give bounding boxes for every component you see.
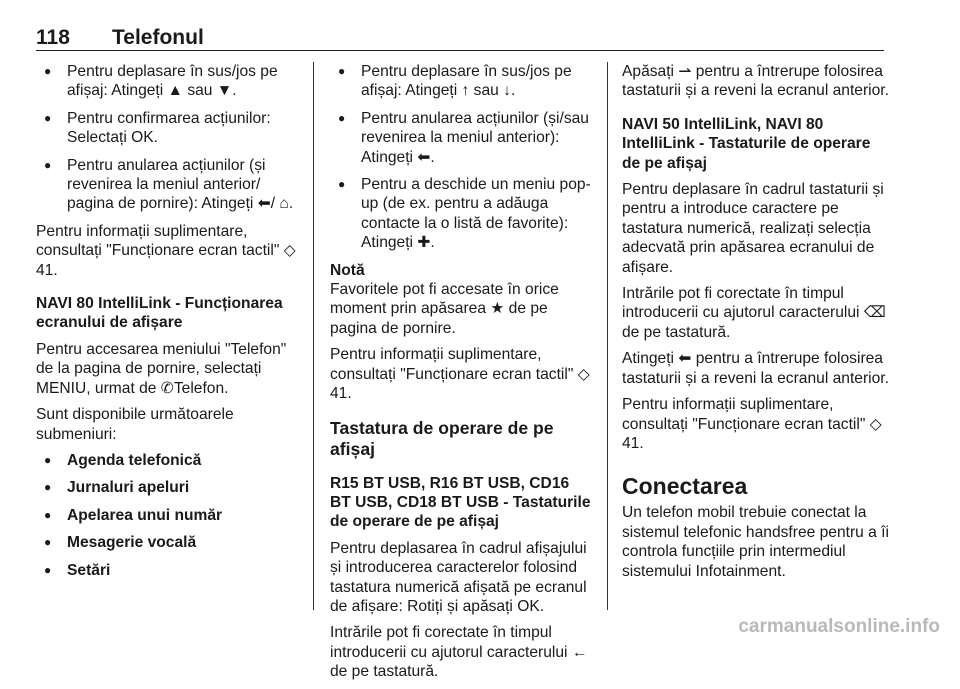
submenu-list xyxy=(36,451,298,580)
note-text: Favoritele pot fi accesate în orice moment prin apăsarea ★ de pe pagina de pornire. xyxy=(330,281,559,337)
list-item: ● Pentru anularea acțiunilor (și revenirea la meniul anterior/ pagina de pornire): Atingeți ⬅/ ⌂. xyxy=(36,156,298,214)
subheading: R15 BT USB, R16 BT USB, CD16 BT USB, CD18 BT USB - Tastaturile de operare de pe afișaj xyxy=(330,474,591,531)
info-reference: Pentru informații suplimentare, consultați "Funcționare ecran tactil" ◇ 41. xyxy=(330,346,590,403)
submenu-item: ● Apelarea unui număr xyxy=(36,506,298,525)
column-3 xyxy=(622,62,890,588)
submenu-item: ● Agenda telefonică xyxy=(36,451,298,470)
info-reference: Pentru informații suplimentare, consultați "Funcționare ecran tactil" ◇ 41. xyxy=(36,222,296,279)
list-item: ● Pentru a deschide un meniu pop-up (de ex. pentru a adăuga contacte la o listă de favorite): Atingeți ✚. xyxy=(330,175,592,253)
section-heading: NAVI 80 IntelliLink - Funcționarea ecranului de afișare xyxy=(36,295,283,332)
list-item: ● Pentru anularea acțiunilor (și/sau revenirea la meniul anterior): Atingeți ⬅. xyxy=(330,109,592,167)
paragraph: Un telefon mobil trebuie conectat la sistemul telefonic handsfree pentru a îi controla funcțiile prin intermediul sistemului Infotainment. xyxy=(622,504,889,580)
list-item: ● Pentru confirmarea acțiunilor: Selectați OK. xyxy=(36,109,298,148)
section-heading: Conectarea xyxy=(622,473,748,500)
paragraph: Apăsați ⇀ pentru a întrerupe folosirea tastaturii și a reveni la ecranul anterior. xyxy=(622,63,889,100)
submenu-item: ● Setări xyxy=(36,561,298,580)
column-divider xyxy=(607,62,608,610)
paragraph: Sunt disponibile următoarele submeniuri: xyxy=(36,406,234,443)
submenu-item: ● Mesagerie vocală xyxy=(36,533,298,552)
paragraph: Pentru deplasare în cadrul tastaturii și pentru a introduce caractere pe tastatura numerică, realizați selecția adecvată prin apăsarea ecranului de afișare. xyxy=(622,181,884,276)
section-heading: Tastatura de operare de pe afișaj xyxy=(330,417,554,459)
navigation-bullets xyxy=(330,62,592,253)
paragraph: Atingeți ⬅ pentru a întrerupe folosirea tastaturii și a reveni la ecranul anterior. xyxy=(622,350,889,387)
page-number: 118 xyxy=(36,26,70,49)
submenu-item: ● Jurnaluri apeluri xyxy=(36,478,298,497)
list-item: ● Pentru deplasare în sus/jos pe afișaj: Atingeți ▲ sau ▼. xyxy=(36,62,298,101)
info-reference: Pentru informații suplimentare, consultați "Funcționare ecran tactil" ◇ 41. xyxy=(622,396,882,452)
header-rule xyxy=(36,50,884,51)
column-1 xyxy=(36,62,298,588)
subheading: NAVI 50 IntelliLink, NAVI 80 IntelliLink - Tastaturile de operare de pe afișaj xyxy=(622,115,871,172)
paragraph: Intrările pot fi corectate în timpul introducerii cu ajutorul caracterului ← de pe tastatură. xyxy=(330,624,588,681)
note-title: Notă xyxy=(330,261,365,279)
navigation-bullets xyxy=(36,62,298,214)
column-divider xyxy=(313,62,314,610)
paragraph: Pentru accesarea meniului "Telefon" de la pagina de pornire, selectați MENIU, urmat de ✆Telefon. xyxy=(36,340,287,397)
paragraph: Intrările pot fi corectate în timpul introducerii cu ajutorul caracterului ⌫ de pe tastatură. xyxy=(622,285,886,341)
column-2 xyxy=(330,62,592,689)
watermark: carmanualsonline.info xyxy=(738,616,940,637)
paragraph: Pentru deplasarea în cadrul afișajului și introducerea caracterelor folosind tastatura numerică afișată pe ecranul de afișare: Rotiți și apăsați OK. xyxy=(330,539,587,615)
page-header xyxy=(36,26,204,50)
section-title: Telefonul xyxy=(112,26,204,49)
list-item: ● Pentru deplasare în sus/jos pe afișaj: Atingeți ↑ sau ↓. xyxy=(330,62,592,101)
